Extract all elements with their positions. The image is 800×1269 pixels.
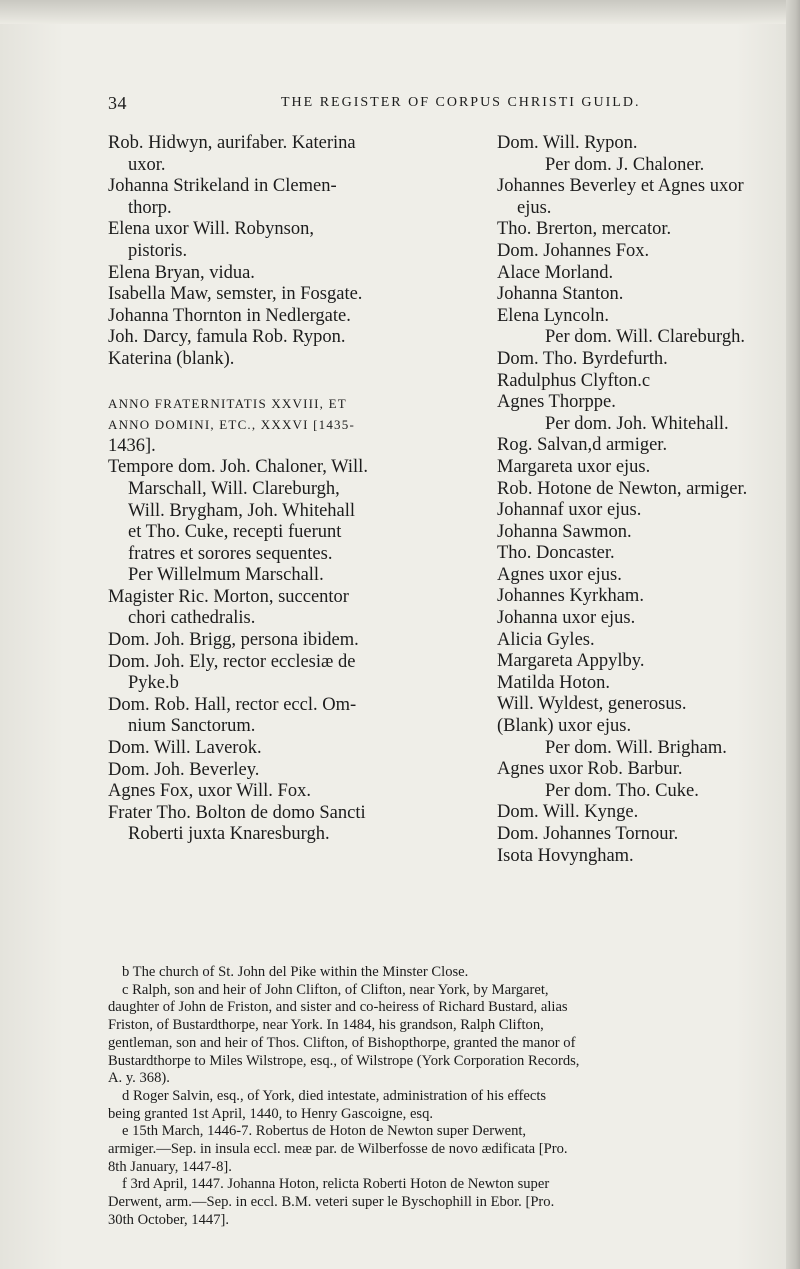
footnote-line: armiger.—Sep. in insula eccl. meæ par. de Wilberfosse de novo ædificata [Pro. <box>108 1141 568 1158</box>
register-line: Rob. Hotone de Newton, armiger. <box>497 478 748 499</box>
footnote-line: b The church of St. John del Pike within the Minster Close. <box>122 964 469 980</box>
register-line: Tempore dom. Joh. Chaloner, Will. <box>108 457 368 478</box>
register-line: Roberti juxta Knaresburgh. <box>128 824 330 845</box>
register-line: Matilda Hoton. <box>497 672 611 693</box>
register-line: Elena Bryan, vidua. <box>108 262 255 283</box>
register-line: Dom. Johannes Fox. <box>497 240 650 261</box>
register-line: Alicia Gyles. <box>497 629 595 650</box>
register-line: Agnes Thorppe. <box>497 392 616 413</box>
register-line: thorp. <box>128 197 172 218</box>
register-line: Isota Hovyngham. <box>497 845 634 866</box>
register-line: Dom. Joh. Brigg, persona ibidem. <box>108 630 359 651</box>
register-line: Per dom. Joh. Whitehall. <box>545 413 729 434</box>
register-line: Dom. Will. Laverok. <box>108 738 262 759</box>
register-line: (Blank) uxor ejus. <box>497 716 632 737</box>
register-line: Joh. Darcy, famula Rob. Rypon. <box>108 327 346 348</box>
register-line: Dom. Johannes Tornour. <box>497 824 679 844</box>
register-line: Tho. Doncaster. <box>497 543 615 564</box>
register-line: ANNO FRATERNITATIS XXVIII, ET <box>108 395 347 411</box>
register-line: nium Sanctorum. <box>128 716 256 737</box>
register-line: Dom. Will. Rypon. <box>497 133 638 153</box>
register-line: Elena Lyncoln. <box>497 305 609 326</box>
register-line: ANNO DOMINI, ETC., XXXVI [1435- <box>108 417 355 433</box>
register-line: Johanna Stanton. <box>497 284 624 305</box>
footnote-line: e 15th March, 1446-7. Robertus de Hoton de Newton super Derwent, <box>122 1123 527 1140</box>
footnote-line: d Roger Salvin, esq., of York, died intestate, administration of his effects <box>122 1087 547 1104</box>
register-line: Katerina (blank). <box>108 348 235 369</box>
page-header <box>108 93 728 117</box>
register-line: et Tho. Cuke, recepti fuerunt <box>128 522 342 543</box>
footnote-line: 30th October, 1447]. <box>108 1211 230 1228</box>
register-line: Dom. Joh. Beverley. <box>108 759 260 780</box>
footnotes <box>108 964 768 1230</box>
register-line: Isabella Maw, semster, in Fosgate. <box>108 284 363 305</box>
register-line: Per dom. Tho. Cuke. <box>545 780 699 801</box>
register-line: Dom. Tho. Byrdefurth. <box>497 348 668 369</box>
register-line: Margareta Appylby. <box>497 651 645 672</box>
register-line: Johanna Strikeland in Clemen- <box>108 176 337 197</box>
register-line: Rob. Hidwyn, aurifaber. Katerina <box>108 133 356 153</box>
footnote-line: Derwent, arm.—Sep. in eccl. B.M. veteri super le Byschophill in Ebor. [Pro. <box>108 1194 555 1211</box>
register-line: Radulphus Clyfton.c <box>497 370 651 391</box>
footnote-line: Bustardthorpe to Miles Wilstrope, esq., of Wilstrope (York Corporation Records, <box>108 1052 580 1069</box>
register-line: Pyke.b <box>128 673 179 694</box>
register-line: Per Willelmum Marschall. <box>128 565 324 586</box>
running-head: THE REGISTER OF CORPUS CHRISTI GUILD. <box>281 95 641 110</box>
footnote-line: f 3rd April, 1447. Johanna Hoton, relicta Roberti Hoton de Newton super <box>122 1176 550 1193</box>
register-line: Johannaf uxor ejus. <box>497 500 642 521</box>
register-line: Johanna Thornton in Nedlergate. <box>108 305 351 326</box>
register-line: Marschall, Will. Clareburgh, <box>128 478 340 499</box>
footnote-line: being granted 1st April, 1440, to Henry Gascoigne, esq. <box>108 1105 434 1122</box>
register-line: Will. Brygham, Joh. Whitehall <box>128 500 356 521</box>
register-line: ejus. <box>517 197 552 218</box>
register-line: 1436]. <box>108 435 156 456</box>
register-line: Per dom. Will. Brigham. <box>545 737 727 758</box>
register-line: Dom. Will. Kynge. <box>497 802 639 823</box>
register-line: Rog. Salvan,d armiger. <box>497 435 668 456</box>
footnote-line: A. y. 368). <box>108 1070 170 1087</box>
register-line: chori cathedralis. <box>128 608 256 629</box>
register-line: uxor. <box>128 154 166 175</box>
footnote-line: c Ralph, son and heir of John Clifton, of Clifton, near York, by Margaret, <box>122 981 549 998</box>
left-column <box>108 133 490 846</box>
register-line: Tho. Brerton, mercator. <box>497 219 672 240</box>
register-line: Per dom. J. Chaloner. <box>545 154 705 175</box>
register-line: Johannes Kyrkham. <box>497 586 644 607</box>
page-number: 34 <box>108 93 127 113</box>
register-line: pistoris. <box>128 240 188 261</box>
register-line: Dom. Joh. Ely, rector ecclesiæ de <box>108 651 356 672</box>
register-line: Dom. Rob. Hall, rector eccl. Om- <box>108 694 357 715</box>
right-column <box>497 133 773 867</box>
footnote-line: daughter of John de Friston, and sister and co-heiress of Richard Bustard, alias <box>108 999 568 1016</box>
register-line <box>108 371 490 393</box>
register-line: Per dom. Will. Clareburgh. <box>545 327 745 348</box>
top-shadow <box>0 0 800 24</box>
register-line: Agnes uxor ejus. <box>497 564 622 585</box>
page-binding-edge <box>786 0 800 1269</box>
register-line: Johanna Sawmon. <box>497 521 632 542</box>
register-line: Agnes Fox, uxor Will. Fox. <box>108 781 311 802</box>
register-line: Johannes Beverley et Agnes uxor <box>497 176 744 197</box>
register-line: Johanna uxor ejus. <box>497 608 636 629</box>
register-line: Frater Tho. Bolton de domo Sancti <box>108 802 366 823</box>
register-line: Will. Wyldest, generosus. <box>497 694 687 715</box>
register-line: Alace Morland. <box>497 262 614 283</box>
register-line: Margareta uxor ejus. <box>497 456 651 477</box>
footnote-line: Friston, of Bustardthorpe, near York. In 1484, his grandson, Ralph Clifton, <box>108 1017 544 1034</box>
register-line: Elena uxor Will. Robynson, <box>108 219 314 240</box>
register-line: fratres et sorores sequentes. <box>128 543 333 564</box>
footnote-line: gentleman, son and heir of Thos. Clifton, of Bishopthorpe, granted the manor of <box>108 1034 576 1051</box>
footnote-line: 8th January, 1447-8]. <box>108 1158 232 1175</box>
register-line: Magister Ric. Morton, succentor <box>108 586 349 607</box>
register-line: Agnes uxor Rob. Barbur. <box>497 759 683 780</box>
